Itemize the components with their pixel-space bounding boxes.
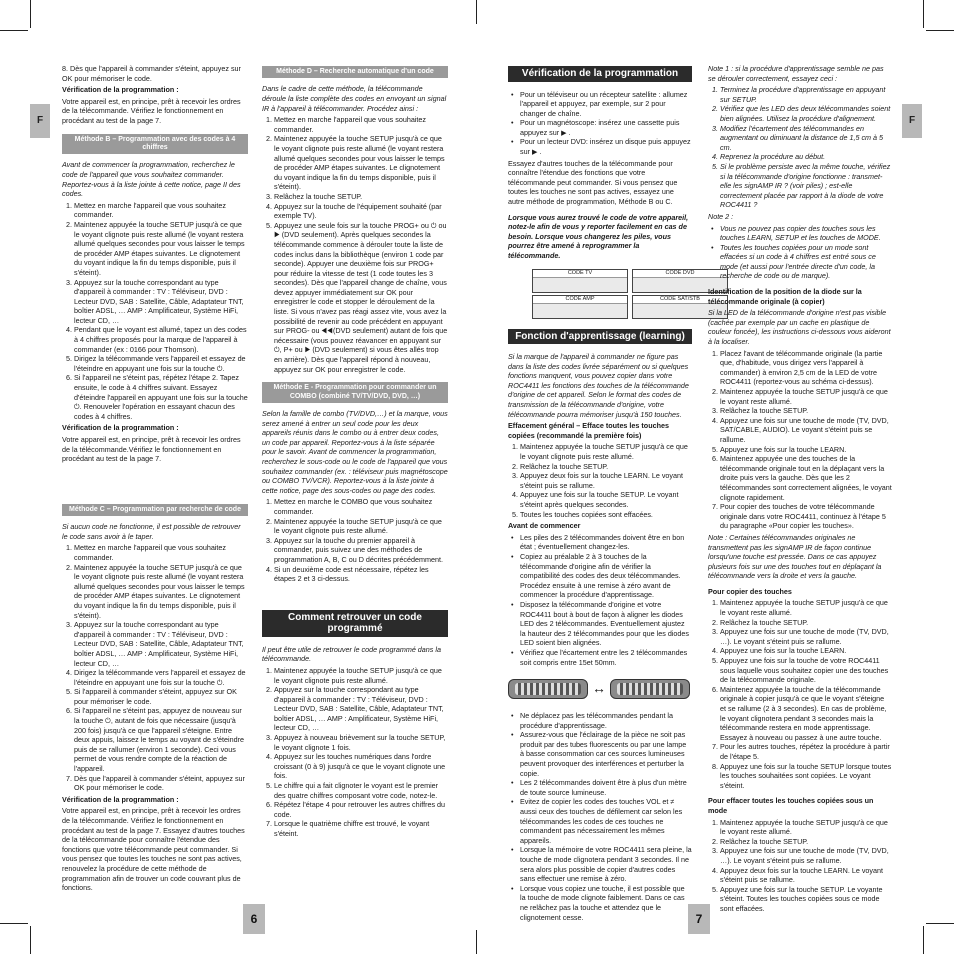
- note1-steps: [708, 85, 892, 210]
- list-item: 3. Appuyez sur la touche du premier appareil à commander, puis suivez une des méthodes de programmation A, B, C ou D décrites précédemment.: [274, 536, 448, 565]
- list-item: 3. Relâchez la touche SETUP.: [274, 192, 448, 202]
- language-tab-right: F: [902, 104, 922, 138]
- column-2: [262, 64, 448, 841]
- list-item: 1. Mettez en marche l'appareil que vous souhaitez commander.: [74, 201, 248, 220]
- list-item: 5. Si le problème persiste avec la même touche, vérifiez si la télécommande d'origine fonctionne : transmet-elle les signAMP IR ? (voir piles) ; est-elle correctement placée par rapport à la diode de votre ROC4411 ?: [720, 162, 892, 210]
- list-item: 1. Terminez la procédure d'apprentissage en appuyant sur SETUP.: [720, 85, 892, 104]
- retrieve-code-heading: Comment retrouver un code programmé: [262, 610, 448, 637]
- list-item: 3. Appuyez sur la touche correspondant au type d'appareil à commander : TV : Téléviseur, DVD : Lecteur DVD, SAB : Satellite, Câble, Adaptateur TNT, boîtier ADSL, … AMP : Amplificateur, Système HiFi, lecteur CD, …: [74, 620, 248, 668]
- list-item: 5. Appuyez une fois sur la touche de votre ROC4411 sous laquelle vous souhaitez copier une des touches de la télécommande originale.: [720, 656, 892, 685]
- list-item: 3. Appuyez à nouveau brièvement sur la touche SETUP, le voyant clignote 1 fois.: [274, 733, 448, 752]
- retrieve-code-steps: [262, 666, 448, 839]
- list-item: 2. Maintenez appuyée la touche SETUP jusqu'à ce que le voyant clignote puis reste allumé (le voyant restera allumé quelques secondes pour vous laisser le temps de procéder AMP étapes suivantes. Le clignotement du voyant indique la fin du temps disponible, puis il s'éteint).: [74, 563, 248, 621]
- list-item: 6. Maintenez appuyée la touche de la télécommande originale à copier jusqu'à ce que le voyant s'éteigne et se rallume (2 à 3 secondes). En cas de problème, le voyant clignotera pendant 3 secondes mais la télécommande restera en mode apprentissage. Essayez à nouveau ou passez à une autre touche.: [720, 685, 892, 743]
- list-item: • Pour un magnétoscope: insérez une cassette puis appuyez sur ▶ .: [520, 118, 692, 137]
- identification-intro: Si la LED de la télécommande d'origine n'est pas visible (cachée par exemple par un cache en plastique de couleur foncée), les instructions ci-dessous vous aideront à la localiser.: [708, 308, 891, 347]
- method-b-steps: [62, 201, 248, 422]
- list-item: 3. Modifiez l'écartement des télécommandes en augmentant ou diminuant la distance de 1,5 cm à 5 cm.: [720, 124, 892, 153]
- note2-list: [708, 224, 892, 282]
- verification-heading: Vérification de la programmation: [508, 66, 692, 82]
- list-item: 5. Appuyez une fois sur la touche LEARN.: [720, 445, 892, 455]
- learning-heading: Fonction d'apprentissage (learning): [508, 329, 692, 345]
- list-item: 2. Vérifiez que les LED des deux télécommandes soient bien alignées. Utilisez la procédure d'alignement.: [720, 104, 892, 123]
- list-item: 6. Si l'appareil ne s'éteint pas, appuyez de nouveau sur la touche ⏻, autant de fois que nécessaire (jusqu'à 200 fois) jusqu'à ce que l'appareil s'éteigne. Entre deux appuis, laissez le temps au voyant de s'éteindre puis de se rallumer (environ 1 seconde). Ceci vous permet de vous rendre compte de la réaction de l'appareil.: [74, 706, 248, 773]
- list-item: • Pour un téléviseur ou un récepteur satellite : allumez l'appareil et appuyez, par exemple, sur 2 pour changer de chaîne.: [520, 90, 692, 119]
- list-item: 7. Pour copier des touches de votre télécommande originale dans votre ROC4411, continuez à l'étape 5 du paragraphe «Pour copier les touches».: [720, 502, 892, 531]
- list-item: 1. Placez l'avant de télécommande originale (la partie que, d'habitude, vous dirigez vers l'appareil à commander) à environ 2,5 cm de la LED de votre ROC4411 (reportez-vous au schéma ci-dessus).: [720, 349, 892, 387]
- list-item: 4. Pendant que le voyant est allumé, tapez un des codes à 4 chiffres proposés pour la marque de l'appareil à commander (ex : 0166 pour Thomson).: [74, 325, 248, 354]
- list-item: 7. Dès que l'appareil à commander s'éteint, appuyez sur OK pour mémoriser le code.: [74, 774, 248, 793]
- list-item: • Vérifiez que l'écartement entre les 2 télécommandes soit compris entre 15et 50mm.: [520, 648, 692, 667]
- list-item: 1. Maintenez appuyée la touche SETUP jusqu'à ce que le voyant reste allumé.: [720, 598, 892, 617]
- page-number-right: 7: [688, 904, 710, 934]
- list-item: 2. Maintenez appuyée la touche SETUP jusqu'à ce que le voyant reste allumé.: [720, 387, 892, 406]
- retrieve-code-intro: Il peut être utile de retrouver le code programmé dans la télécommande.: [262, 644, 441, 664]
- list-item: 3. Appuyez deux fois sur la touche LEARN. Le voyant s'éteint puis se rallume.: [520, 471, 692, 490]
- verification-list: [508, 90, 692, 157]
- column-4: [708, 64, 892, 915]
- list-item: 2. Appuyez sur la touche correspondant au type d'appareil à commander : TV : Téléviseur, DVD : Lecteur DVD, SAB : Satellite, Câble, Adaptateur TNT, boîtier ADSL, … AMP : Amplificateur, Système HiFi, lecteur CD, …: [274, 685, 448, 733]
- list-item: • Toutes les touches copiées pour un mode sont effacées si un code à 4 chiffres est entré sous ce mode (et aussi pour l'entrée directe d'un code, la recherche de code ou de marque).: [720, 243, 892, 281]
- list-item: 4. Appuyez une fois sur la touche LEARN.: [720, 646, 892, 656]
- list-item: • Lorsque la mémoire de votre ROC4411 sera pleine, la touche de mode clignotera pendant 3 secondes. Il ne sera alors plus possible de copier d'autres codes sans effectuer une remise à zéro.: [520, 845, 692, 883]
- list-item: 4. Si un deuxième code est nécessaire, répétez les étapes 2 et 3 ci-dessus.: [274, 565, 448, 584]
- verification-text: Votre appareil est, en principe, prêt à recevoir les ordres de la télécommande. Vérifiez le fonctionnement en procédant au test de la page 7. Essayez d'autres touches de la télécommande pour connaître l'étendue des fonctions que votre télécommande peut commander. Si vous pensez que toutes les touches ne sont pas actives, renouvelez la procédure de cette méthode de programmation afin de trouver un code couvrant plus de fonctions.: [62, 806, 245, 893]
- note1-title: Note 1 : si la procédure d'apprentissage semble ne pas se dérouler correctement, essayez ceci :: [708, 64, 884, 83]
- list-item: 4. Appuyez deux fois sur la touche LEARN. Le voyant s'éteint puis se rallume.: [720, 866, 892, 885]
- double-arrow-icon: ↔: [592, 680, 606, 697]
- method-c-intro: Si aucun code ne fonctionne, il est possible de retrouver le code sans avoir à le taper.: [62, 522, 241, 541]
- verification-title: Vérification de la programmation :: [62, 794, 179, 804]
- list-item: 2. Relâchez la touche SETUP.: [720, 837, 892, 847]
- list-item: 2. Maintenez appuyée la touche SETUP jusqu'à ce que le voyant clignote puis reste allumé (le voyant restera allumé quelques secondes pour vous laisser le temps de procéder AMP étapes suivantes. Le clignotement du voyant indique la fin du temps disponible, puis il s'éteint).: [74, 220, 248, 278]
- verification-text: Essayez d'autres touches de la télécommande pour connaître l'étendue des fonctions que votre télécommande peut commander. Si vous pensez que toutes les touches ne sont pas actives, essayez une autre méthode de programmation, Méthode B ou C.: [508, 158, 678, 207]
- list-item: • Evitez de copier les codes des touches VOL et ≠ aussi ceux des touches de défilement car selon les télécommandes les codes de ces touches ne commandent pas nécessairement les mêmes appareils.: [520, 797, 692, 845]
- step-number: 8.: [62, 64, 68, 73]
- fold-mark: [476, 0, 477, 24]
- list-item: • Les 2 télécommandes doivent être à plus d'un mètre de toute source lumineuse.: [520, 778, 692, 797]
- list-item: 4. Appuyez une fois sur la touche SETUP. Le voyant s'éteint après quelques secondes.: [520, 490, 692, 509]
- list-item: 4. Appuyez une fois sur une touche de mode (TV, DVD, SAT/CABLE, AUDIO). Le voyant s'éteint puis se rallume.: [720, 416, 892, 445]
- crop-mark: [0, 30, 28, 31]
- warning-note: Lorsque vous aurez trouvé le code de votre appareil, notez-le afin de vous y reporter facilement en cas de besoin. Lorsque vous changerez les piles, vous pourrez être amené à reprogrammer la télécommande.: [508, 212, 689, 260]
- list-item: 7. Lorsque le quatrième chiffre est trouvé, le voyant s'éteint.: [274, 819, 448, 838]
- list-item: 3. Appuyez sur la touche correspondant au type d'appareil à commander : TV : Téléviseur, DVD : Lecteur DVD, SAB : Satellite, Câble, Adaptateur TNT, boîtier ADSL, … AMP : Amplificateur, Système HiFi, lecteur CD, …: [74, 278, 248, 326]
- list-item: 4. Appuyez sur la touche de l'équipement souhaité (par exemple TV).: [274, 202, 448, 221]
- before-list: [508, 533, 692, 667]
- crop-mark: [30, 926, 31, 954]
- erase-mode-steps: [708, 818, 892, 914]
- list-item: • Ne déplacez pas les télécommandes pendant la procédure d'apprentissage.: [520, 711, 692, 730]
- language-tab-left: F: [30, 104, 50, 138]
- code-box-label: CODE TV: [533, 270, 627, 278]
- code-grid: [532, 269, 700, 319]
- list-item: • Assurez-vous que l'éclairage de la pièce ne soit pas produit par des tubes fluorescents ou par une lampe à basse consommation car ces sources lumineuses peuvent provoquer des interférences et perturber la copie.: [520, 730, 692, 778]
- crop-mark: [923, 0, 924, 28]
- crop-mark: [926, 923, 954, 924]
- column-1: [62, 64, 248, 895]
- list-item: 4. Appuyez sur les touches numériques dans l'ordre croissant (0 à 9) jusqu'à ce que le voyant clignote une fois.: [274, 752, 448, 781]
- list-item: 5. Le chiffre qui a fait clignoter le voyant est le premier des quatre chiffres composant votre code, notez-le.: [274, 781, 448, 800]
- original-remote-image: [508, 679, 588, 699]
- method-d-heading: Méthode D – Recherche automatique d'un code: [262, 66, 448, 78]
- list-item: 3. Relâchez la touche SETUP.: [720, 406, 892, 416]
- column-3: [508, 64, 700, 924]
- erase-mode-title: Pour effacer toutes les touches copiées sous un mode: [708, 796, 874, 815]
- copy-title: Pour copier des touches: [708, 586, 792, 596]
- verification-text: Votre appareil est, en principe, prêt à recevoir les ordres de la télécommande.Vérifiez le fonctionnement en procédant au test de la page 7.: [62, 435, 241, 464]
- remote-alignment-illustration: [508, 673, 692, 703]
- code-box-label: CODE AMP: [533, 296, 627, 304]
- learning-tips-list: [508, 711, 692, 922]
- identification-steps: [708, 349, 892, 531]
- method-c-steps: [62, 543, 248, 792]
- note2-title: Note 2 :: [708, 211, 734, 221]
- list-item: 1. Mettez en marche l'appareil que vous souhaitez commander.: [74, 543, 248, 562]
- list-item: 1. Mettez en marche l'appareil que vous souhaitez commander.: [274, 115, 448, 134]
- method-b-heading: Méthode B – Programmation avec des codes à 4 chiffres: [62, 134, 248, 155]
- list-item: 3. Appuyez une fois sur une touche de mode (TV, DVD, …). Le voyant s'éteint puis se rallume.: [720, 627, 892, 646]
- list-item: 1. Maintenez appuyée la touche SETUP jusqu'à ce que le voyant clignote puis reste allumé.: [520, 442, 692, 461]
- method-e-steps: [262, 497, 448, 583]
- identification-note: Note : Certaines télécommandes originales ne transmettent pas les signAMP IR de façon continue lorsqu'une touche est pressée. Dans ce cas appuyez plusieurs fois sur une des touches tout en déplaçant la télécommande vers la droite et vers la gauche.: [708, 532, 882, 581]
- list-item: • Lorsque vous copiez une touche, il est possible que la touche de mode clignote faiblement. Dans ce cas ne relâchez pas la touche et attendez que le clignotement cesse.: [520, 884, 692, 922]
- roc4411-remote-image: [610, 679, 690, 699]
- list-item: 5. Dirigez la télécommande vers l'appareil et essayez de l'éteindre en appuyant une fois sur la touche ⏻.: [74, 354, 248, 373]
- list-item: 1. Maintenez appuyée la touche SETUP jusqu'à ce que le voyant clignote puis reste allumé.: [274, 666, 448, 685]
- fold-mark: [476, 930, 477, 954]
- erase-steps: [508, 442, 692, 519]
- step-text: Dès que l'appareil à commander s'éteint, appuyez sur OK pour mémoriser le code.: [62, 64, 241, 83]
- list-item: 1. Maintenez appuyée la touche SETUP jusqu'à ce que le voyant reste allumé.: [720, 818, 892, 837]
- code-box-label: CODE DVD: [633, 270, 727, 278]
- copy-steps: [708, 598, 892, 790]
- list-item: 6. Répétez l'étape 4 pour retrouver les autres chiffres du code.: [274, 800, 448, 819]
- method-d-intro: Dans le cadre de cette méthode, la télécommande déroule la liste complète des codes en envoyant un signal IR à l'appareil à télécommander. Procédez ainsi :: [262, 84, 447, 113]
- method-b-intro: Avant de commencer la programmation, recherchez le code de l'appareil que vous souhaitez commander. Reportez-vous à la liste jointe à cette notice, page II des codes.: [62, 160, 241, 199]
- list-item: 2. Maintenez appuyée la touche SETUP jusqu'à ce que le voyant clignote puis reste allumé.: [274, 517, 448, 536]
- verification-title: Vérification de la programmation :: [62, 85, 179, 95]
- list-item: • Vous ne pouvez pas copier des touches sous les touches LEARN, SETUP et les touches de MODE.: [720, 224, 892, 243]
- code-box-tv[interactable]: [532, 269, 628, 293]
- list-item: 5. Appuyez une seule fois sur la touche PROG+ ou ⏻ ou ▶ (DVD seulement). Après quelques secondes la télécommande commence à dérouler toute la liste de codes inclus dans la bibliothèque (environ 1 code par seconde). Appuyer une deuxième fois sur PROG+ pour réduire la vitesse de test (1 code toutes les 3 secondes). Dès que l'appareil change de chaîne, vous devez appuyer immédiatement sur OK pour enregistrer le code et stopper le déroulement de la liste. Si vous n'avez pas réagi assez vite, vous avez la possibilité de revenir au code précédent en appuyant sur PROG- ou ◀◀(DVD seulement) autant de fois que nécessaire (vous pouvez réavancer en appuyant sur ⏻, P+ ou ▶ (DVD seulement) si vous êtes allés trop en arrière). Dès que l'appareil répond à nouveau, appuyez sur OK pour enregistrer le code.: [274, 221, 448, 375]
- list-item: 5. Appuyez une fois sur la touche SETUP. Le voyante s'éteint. Toutes les touches copiées sous ce mode sont effacées.: [720, 885, 892, 914]
- erase-title: Effacement général – Efface toutes les touches copiées (recommandé la première fois): [508, 421, 669, 440]
- list-item: 7. Pour les autres touches, répétez la procédure à partir de l'étape 5.: [720, 742, 892, 761]
- list-item: 6. Maintenez appuyée une des touches de la télécommande originale tout en la déplaçant vers la droite puis vers la gauche. Dès que les 2 télécommandes sont correctement alignées, le voyant clignote rapidement.: [720, 454, 892, 502]
- crop-mark: [0, 923, 28, 924]
- code-box-label: CODE SAT/STB: [633, 296, 727, 304]
- page-number-left: 6: [243, 904, 265, 934]
- crop-mark: [923, 926, 924, 954]
- list-item: 2. Relâchez la touche SETUP.: [520, 462, 692, 472]
- list-item: • Les piles des 2 télécommandes doivent être en bon état ; éventuellement changez-les.: [520, 533, 692, 552]
- list-item: 1. Mettez en marche le COMBO que vous souhaitez commander.: [274, 497, 448, 516]
- list-item: 4. Dirigez la télécommande vers l'appareil et essayez de l'éteindre en appuyant une fois sur la touche ⏻.: [74, 668, 248, 687]
- list-item: 2. Relâchez la touche SETUP.: [720, 618, 892, 628]
- list-item: 6. Si l'appareil ne s'éteint pas, répétez l'étape 2. Tapez ensuite, le code à 4 chiffres suivant. Essayez d'éteindre l'appareil en appuyant une fois sur la touche ⏻. Renouveler l'opération en essayant chacun des codes à 4 chiffres.: [74, 373, 248, 421]
- learning-intro: Si la marque de l'appareil à commander ne figure pas dans la liste des codes livrée séparément ou si quelques fonctions manquent, vous pouvez copier dans votre ROC4411 les fonctions des touches de la télécommande d'origine de cet appareil. Selon le format des codes de transmission de la télécommande d'origine, votre télécommande pourra mémoriser jusqu'à 150 touches.: [508, 352, 689, 419]
- crop-mark: [30, 0, 31, 28]
- list-item: 3. Appuyez une fois sur une touche de mode (TV, DVD, …). Le voyant s'éteint puis se rallume.: [720, 846, 892, 865]
- list-item: 5. Si l'appareil à commander s'éteint, appuyez sur OK pour mémoriser le code.: [74, 687, 248, 706]
- list-item: 8. Appuyez une fois sur la touche SETUP lorsque toutes les touches souhaitées sont copiées. Le voyant s'éteint.: [720, 762, 892, 791]
- method-e-heading: Méthode E - Programmation pour commander un COMBO (combiné TV/TV/DVD, DVD, …): [262, 382, 448, 403]
- method-c-heading: Méthode C – Programmation par recherche de code: [62, 504, 248, 516]
- before-title: Avant de commencer: [508, 521, 581, 531]
- list-item: • Disposez la télécommande d'origine et votre ROC4411 bout à bout de façon à aligner les diodes LED des 2 télécommandes. Eventuellement ajustez la hauteur des 2 télécommandes pour que les diodes LED soient bien alignées.: [520, 600, 692, 648]
- list-item: 4. Reprenez la procédure au début.: [720, 152, 892, 162]
- method-d-steps: [262, 115, 448, 374]
- list-item: 2. Maintenez appuyée la touche SETUP jusqu'à ce que le voyant clignote puis reste allumé (le voyant restera allumé quelques secondes pour vous laisser le temps de procéder AMP étapes suivantes. Le clignotement du voyant indique la fin du temps disponible, puis il s'éteint).: [274, 134, 448, 192]
- code-box-amp[interactable]: [532, 295, 628, 319]
- list-item: • Copiez au préalable 2 à 3 touches de la télécommande d'origine afin de vérifier la compatibilité des codes des deux télécommandes. Procédez ensuite à une remise à zéro avant de commencer la procédure d'apprentissage.: [520, 552, 692, 600]
- list-item: 5. Toutes les touches copiées sont effacées.: [520, 510, 692, 520]
- method-e-intro: Selon la famille de combo (TV/DVD,…) et la marque, vous serez amené à entrer un seul code pour les deux appareils réunis dans le combo ou à entrer deux codes, un code par appareil. Reportez-vous à la liste séparée pour le savoir. Avant de commencer la programmation, recherchez le sous-code ou le code de l'appareil que vous souhaitez commander (ex. : téléviseur puis magnétoscope ou COMBO TV/VCR). Reportez-vous à la liste jointe à cette notice, page des sous-codes ou page des codes.: [262, 409, 448, 495]
- identification-title: Identification de la position de la diode sur la télécommande originale (à copier): [708, 287, 862, 306]
- crop-mark: [926, 30, 954, 31]
- list-item: • Pour un lecteur DVD: insérez un disque puis appuyez sur ▶ .: [520, 137, 692, 156]
- verification-title: Vérification de la programmation :: [62, 423, 179, 433]
- verification-text: Votre appareil est, en principe, prêt à recevoir les ordres de la télécommande. Vérifiez le fonctionnement en procédant au test de la page 7.: [62, 96, 241, 125]
